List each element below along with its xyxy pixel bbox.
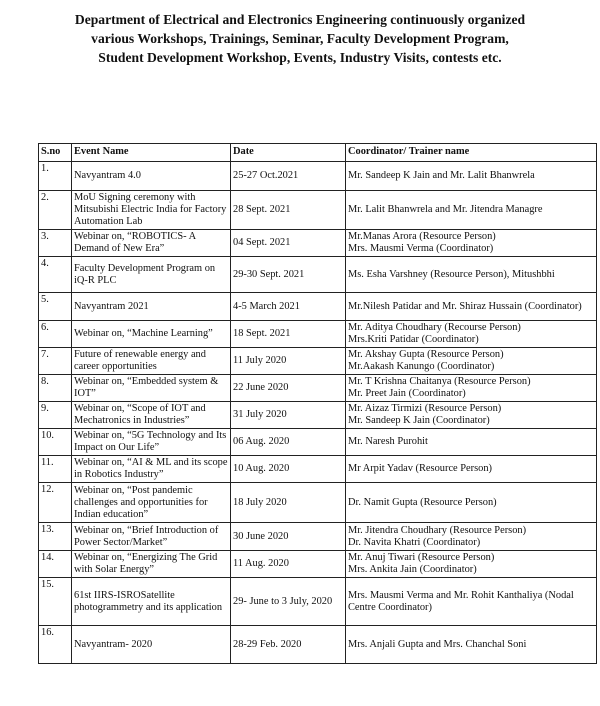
- coordinator-cell: Mr Arpit Yadav (Resource Person): [346, 456, 597, 483]
- event-name-cell: Navyantram 4.0: [72, 162, 231, 191]
- sno-cell: 4.: [39, 257, 72, 293]
- sno-cell: 14.: [39, 551, 72, 578]
- event-name-cell: Webinar on, “Energizing The Grid with Solar Energy”: [72, 551, 231, 578]
- date-cell: 06 Aug. 2020: [231, 429, 346, 456]
- date-cell: 10 Aug. 2020: [231, 456, 346, 483]
- event-name-cell: Webinar on, “Brief Introduction of Power Sector/Market”: [72, 523, 231, 551]
- header-date: Date: [231, 144, 346, 162]
- date-cell: 29- June to 3 July, 2020: [231, 578, 346, 626]
- date-cell: 28-29 Feb. 2020: [231, 626, 346, 664]
- date-cell: 22 June 2020: [231, 375, 346, 402]
- coordinator-cell: Mr. Sandeep K Jain and Mr. Lalit Bhanwrela: [346, 162, 597, 191]
- table-row: [39, 257, 597, 293]
- coordinator-cell: Mr. Jitendra Choudhary (Resource Person) Dr. Navita Khatri (Coordinator): [346, 523, 597, 551]
- event-name-cell: Webinar on, “5G Technology and Its Impact on Our Life”: [72, 429, 231, 456]
- coordinator-cell: Mrs. Mausmi Verma and Mr. Rohit Kanthaliya (Nodal Centre Coordinator): [346, 578, 597, 626]
- sno-cell: 13.: [39, 523, 72, 551]
- coordinator-cell: Mr. Akshay Gupta (Resource Person) Mr.Aakash Kanungo (Coordinator): [346, 348, 597, 375]
- event-name-cell: Navyantram- 2020: [72, 626, 231, 664]
- table-row: [39, 523, 597, 551]
- sno-cell: 2.: [39, 191, 72, 230]
- date-cell: 29-30 Sept. 2021: [231, 257, 346, 293]
- table-row: [39, 348, 597, 375]
- sno-cell: 12.: [39, 483, 72, 523]
- coordinator-cell: Dr. Namit Gupta (Resource Person): [346, 483, 597, 523]
- table-row: [39, 375, 597, 402]
- coordinator-cell: Mr. Lalit Bhanwrela and Mr. Jitendra Managre: [346, 191, 597, 230]
- coordinator-cell: Mr. Aditya Choudhary (Recourse Person) Mrs.Kriti Patidar (Coordinator): [346, 321, 597, 348]
- header-event-name: Event Name: [72, 144, 231, 162]
- sno-cell: 6.: [39, 321, 72, 348]
- header-coordinator: Coordinator/ Trainer name: [346, 144, 597, 162]
- coordinator-cell: Mr. Aizaz Tirmizi (Resource Person) Mr. Sandeep K Jain (Coordinator): [346, 402, 597, 429]
- date-cell: 4-5 March 2021: [231, 293, 346, 321]
- date-cell: 11 Aug. 2020: [231, 551, 346, 578]
- heading-line-1: Department of Electrical and Electronics Engineering continuously organized: [74, 12, 526, 27]
- event-name-cell: Webinar on, “Post pandemic challenges and opportunities for Indian education”: [72, 483, 231, 523]
- table-row: [39, 402, 597, 429]
- table-row: [39, 191, 597, 230]
- table-row: [39, 626, 597, 664]
- event-name-cell: Webinar on, “Embedded system & IOT”: [72, 375, 231, 402]
- heading-line-3: Student Development Workshop, Events, Industry Visits, contests etc.: [98, 50, 502, 65]
- table-row: [39, 429, 597, 456]
- sno-cell: 7.: [39, 348, 72, 375]
- event-name-cell: Webinar on, “AI & ML and its scope in Robotics Industry”: [72, 456, 231, 483]
- coordinator-cell: Mr. T Krishna Chaitanya (Resource Person) Mr. Preet Jain (Coordinator): [346, 375, 597, 402]
- event-name-cell: MoU Signing ceremony with Mitsubishi Electric India for Factory Automation Lab: [72, 191, 231, 230]
- date-cell: 18 July 2020: [231, 483, 346, 523]
- table-row: [39, 483, 597, 523]
- event-name-cell: Faculty Development Program on iQ-R PLC: [72, 257, 231, 293]
- table-row: [39, 162, 597, 191]
- date-cell: 25-27 Oct.2021: [231, 162, 346, 191]
- coordinator-cell: Ms. Esha Varshney (Resource Person), Mitushbhi: [346, 257, 597, 293]
- date-cell: 28 Sept. 2021: [231, 191, 346, 230]
- header-sno: S.no: [39, 144, 72, 162]
- events-table: [38, 143, 597, 664]
- table-header-row: [39, 144, 597, 162]
- heading-line-2: various Workshops, Trainings, Seminar, Faculty Development Program,: [91, 31, 509, 46]
- coordinator-cell: Mr. Naresh Purohit: [346, 429, 597, 456]
- event-name-cell: Webinar on, “ROBOTICS- A Demand of New Era”: [72, 230, 231, 257]
- sno-cell: 9.: [39, 402, 72, 429]
- table-row: [39, 551, 597, 578]
- sno-cell: 11.: [39, 456, 72, 483]
- page-heading: [0, 10, 600, 67]
- date-cell: 18 Sept. 2021: [231, 321, 346, 348]
- coordinator-cell: Mr.Manas Arora (Resource Person) Mrs. Mausmi Verma (Coordinator): [346, 230, 597, 257]
- date-cell: 11 July 2020: [231, 348, 346, 375]
- table-row: [39, 321, 597, 348]
- table-row: [39, 456, 597, 483]
- table-row: [39, 293, 597, 321]
- sno-cell: 15.: [39, 578, 72, 626]
- event-name-cell: Future of renewable energy and career opportunities: [72, 348, 231, 375]
- sno-cell: 10.: [39, 429, 72, 456]
- event-name-cell: 61st IIRS-ISROSatellite photogrammetry and its application: [72, 578, 231, 626]
- sno-cell: 8.: [39, 375, 72, 402]
- event-name-cell: Webinar on, “Machine Learning”: [72, 321, 231, 348]
- event-name-cell: Webinar on, “Scope of IOT and Mechatronics in Industries”: [72, 402, 231, 429]
- table-body: [39, 162, 597, 664]
- date-cell: 04 Sept. 2021: [231, 230, 346, 257]
- coordinator-cell: Mrs. Anjali Gupta and Mrs. Chanchal Soni: [346, 626, 597, 664]
- table-row: [39, 230, 597, 257]
- coordinator-cell: Mr. Anuj Tiwari (Resource Person) Mrs. Ankita Jain (Coordinator): [346, 551, 597, 578]
- coordinator-cell: Mr.Nilesh Patidar and Mr. Shiraz Hussain (Coordinator): [346, 293, 597, 321]
- sno-cell: 1.: [39, 162, 72, 191]
- date-cell: 31 July 2020: [231, 402, 346, 429]
- sno-cell: 5.: [39, 293, 72, 321]
- event-name-cell: Navyantram 2021: [72, 293, 231, 321]
- sno-cell: 16.: [39, 626, 72, 664]
- table-row: [39, 578, 597, 626]
- date-cell: 30 June 2020: [231, 523, 346, 551]
- sno-cell: 3.: [39, 230, 72, 257]
